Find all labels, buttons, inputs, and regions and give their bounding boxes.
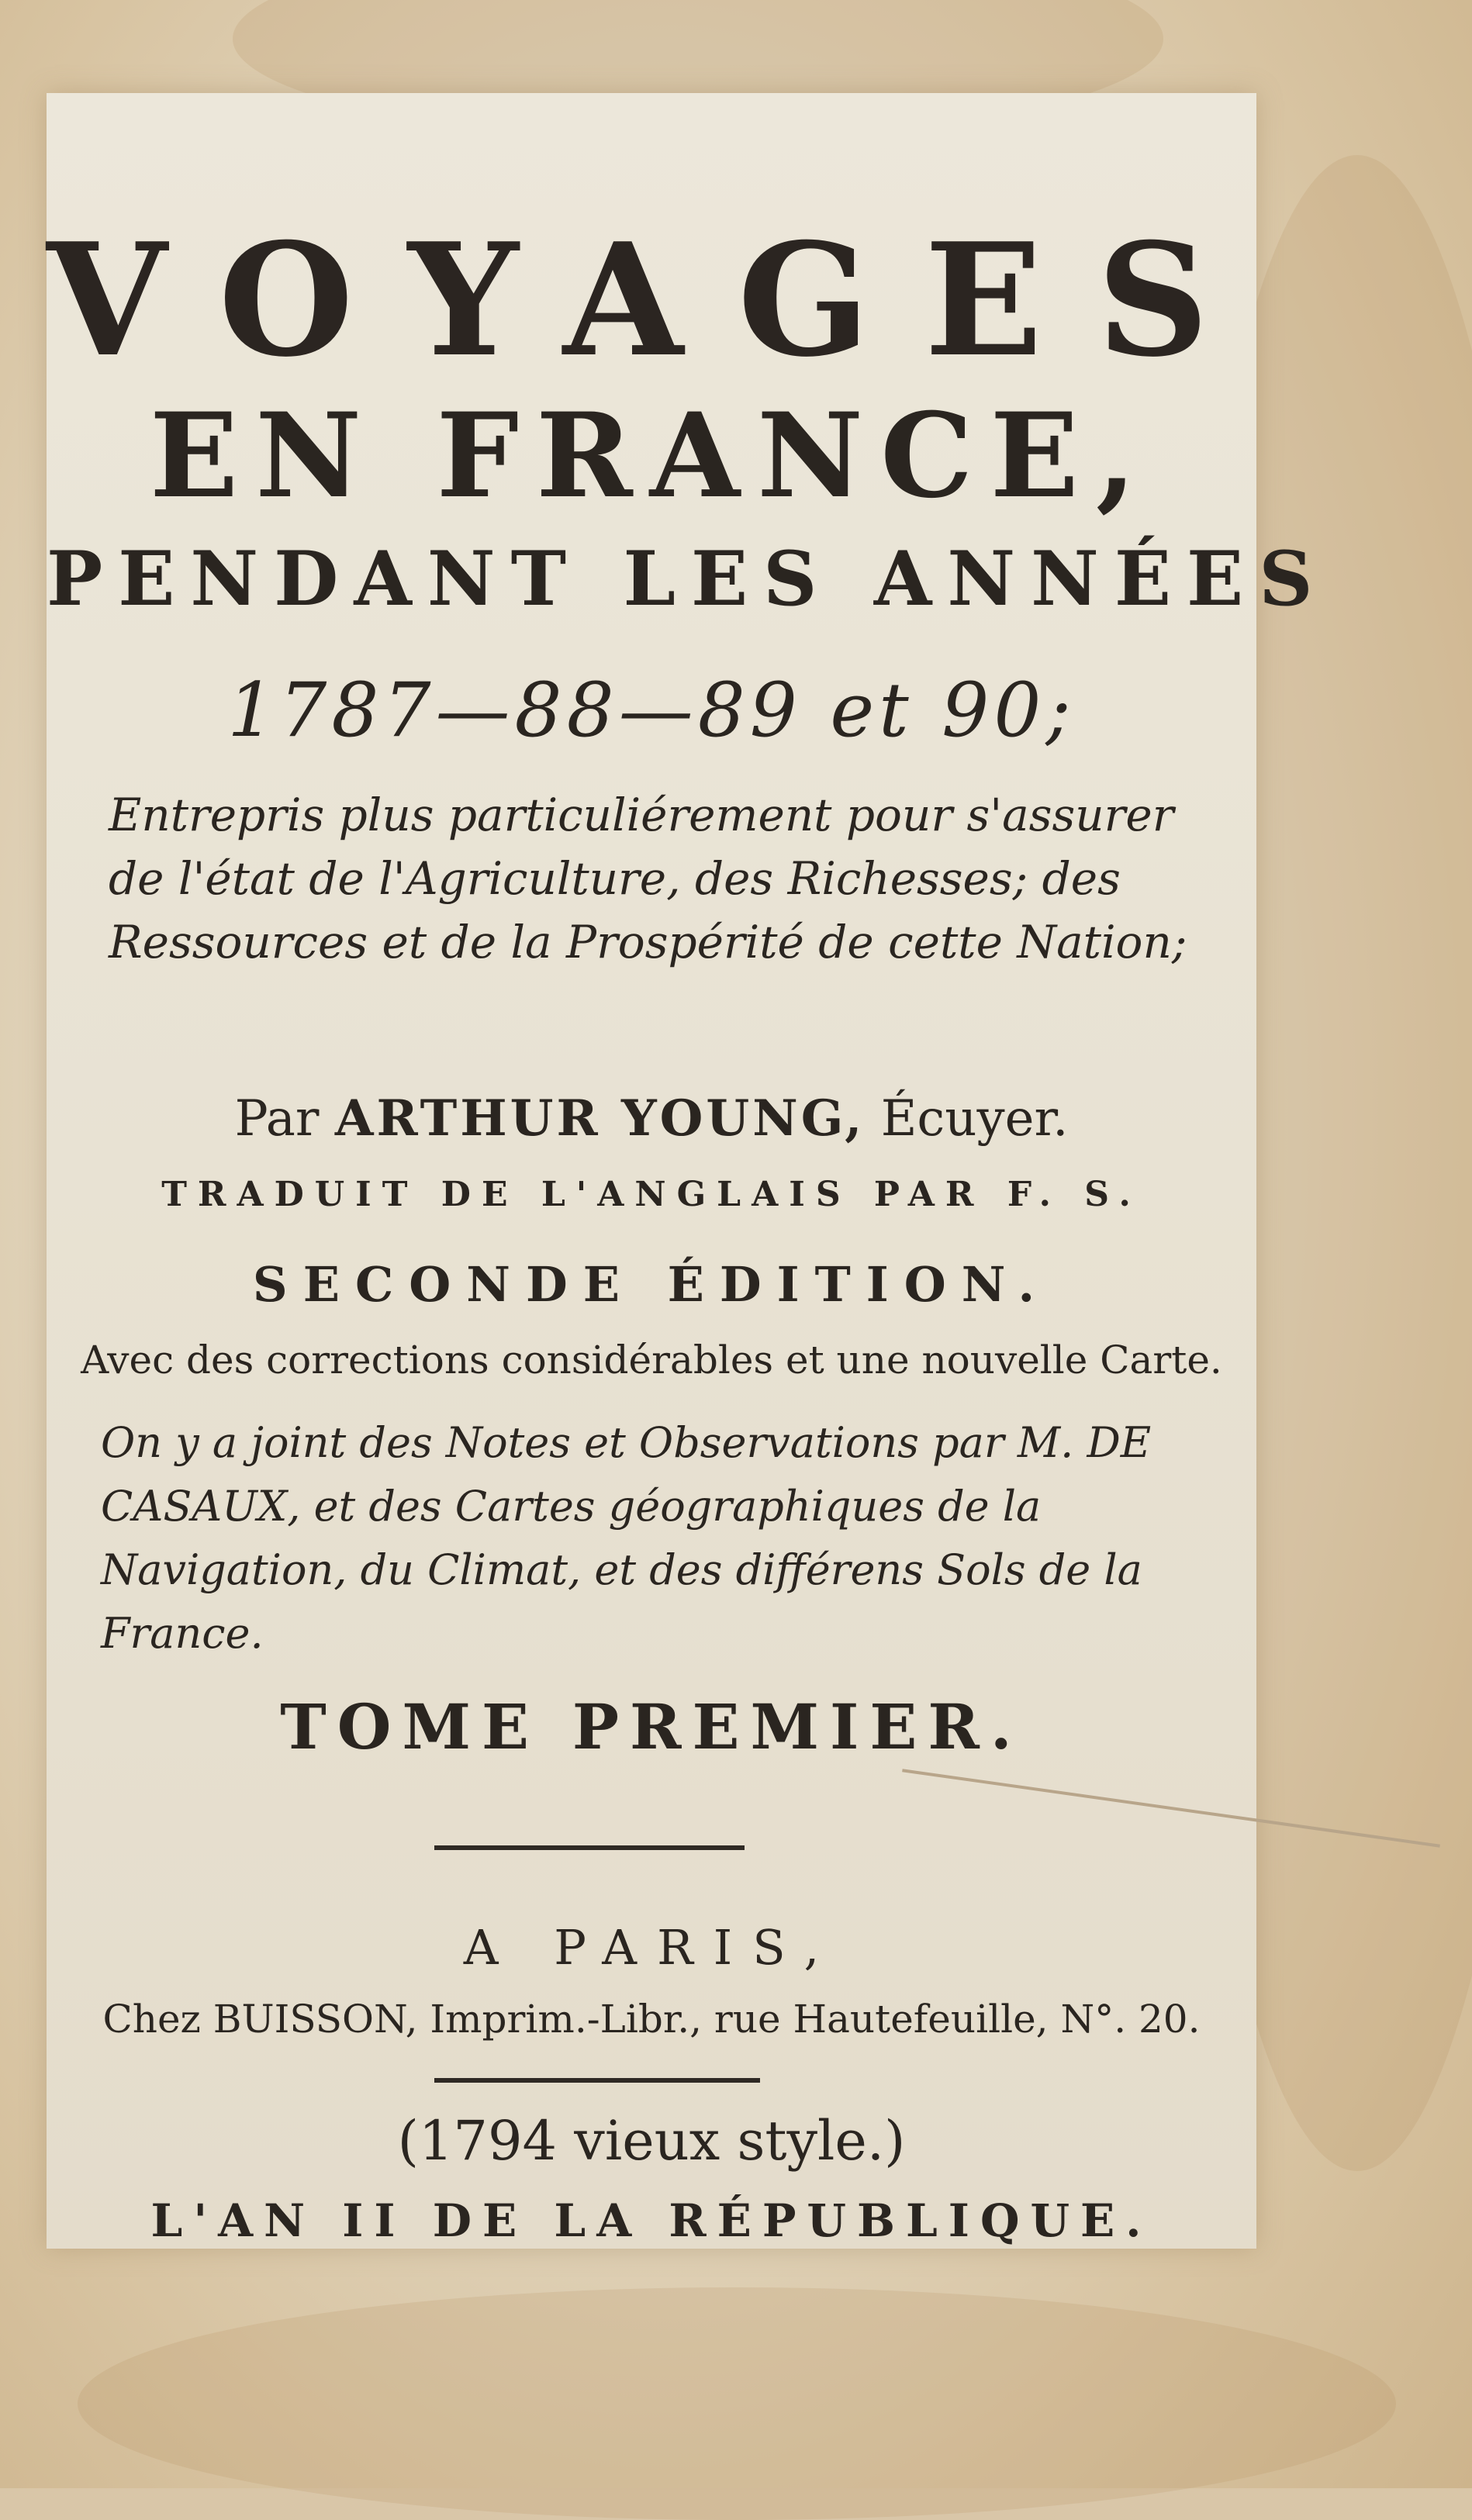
subtitle: Entrepris plus particuliérement pour s'assurer de l'état de l'Agriculture, des Richesses; des Ressources et de la Prospérité de cette Nation; xyxy=(109,789,1187,968)
corrections-line: Avec des corrections considérables et une nouvelle Carte. xyxy=(81,1338,1222,1383)
divider-rule-2 xyxy=(434,2078,760,2083)
book-title: VOYAGES xyxy=(47,209,1263,392)
city-line: A PARIS, xyxy=(463,1919,840,1976)
author-line xyxy=(47,1089,1256,1148)
title-line-3: PENDANT LES ANNÉES xyxy=(47,535,1329,623)
date-line: (1794 vieux style.) xyxy=(397,2109,906,2173)
publisher-line: Chez BUISSON, Imprim.-Libr., rue Hautefeuille, N°. 20. xyxy=(102,1997,1201,2042)
edition-line: SECONDE ÉDITION. xyxy=(252,1256,1051,1313)
volume-line: TOME PREMIER. xyxy=(280,1690,1023,1763)
author-suffix: Écuyer. xyxy=(880,1090,1069,1148)
republic-year-line: L'AN II DE LA RÉPUBLIQUE. xyxy=(150,2194,1152,2247)
years-line: 1787—88—89 et 90; xyxy=(227,667,1076,754)
stain-bottom xyxy=(78,2287,1396,2520)
divider-rule-1 xyxy=(434,1845,745,1850)
author-prefix: Par xyxy=(234,1090,320,1148)
notes-paragraph: On y a joint des Notes et Observations par M. DE CASAUX, et des Cartes géographiques de la Navigation, du Climat, et des différens Sols de la France. xyxy=(101,1418,1152,1658)
translator-line: TRADUIT DE L'ANGLAIS PAR F. S. xyxy=(161,1175,1142,1214)
author-name: ARTHUR YOUNG, xyxy=(334,1089,866,1148)
title-line-2: EN FRANCE, xyxy=(149,388,1154,524)
